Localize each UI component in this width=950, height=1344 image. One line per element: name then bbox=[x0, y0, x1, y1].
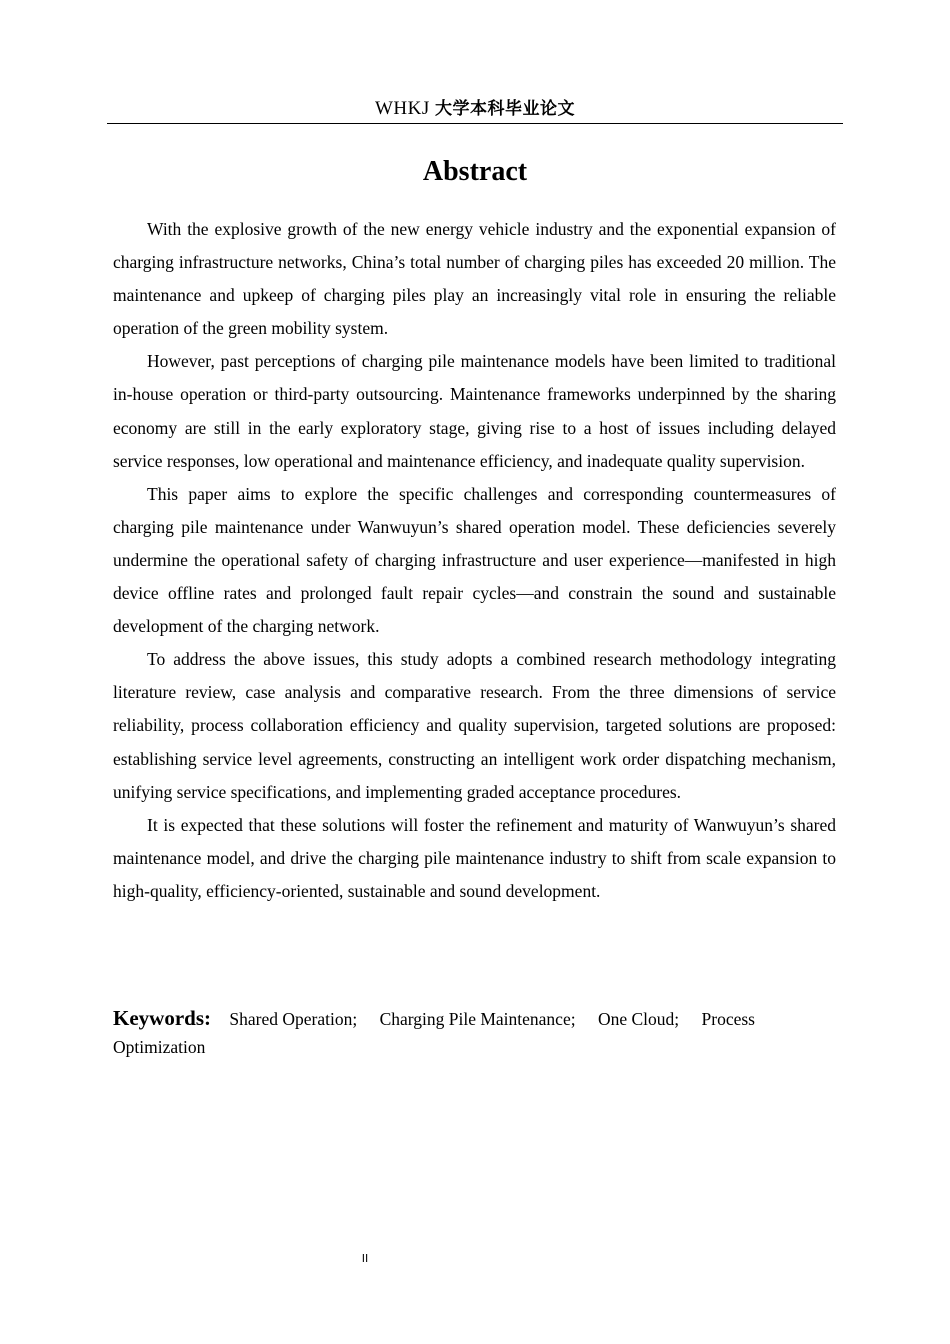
running-header bbox=[107, 96, 843, 124]
keywords-section bbox=[113, 1004, 836, 1061]
keyword-2: Charging Pile Maintenance; bbox=[379, 1009, 576, 1029]
abstract-paragraph-4: To address the above issues, this study adopts a combined research methodology integrating literature review, case analysis and comparative research. From the three dimensions of service reliability, process collaboration efficiency and quality supervision, targeted solutions are proposed: establishing service level agreements, constructing an intelligent work order dispatching mechanism, unifying service specifications, and implementing graded acceptance procedures. bbox=[113, 649, 836, 802]
abstract-paragraph-3: This paper aims to explore the specific challenges and corresponding countermeasures of charging pile maintenance under Wanwuyun’s shared operation model. These deficiencies severely undermine the operational safety of charging infrastructure and user experience—manifested in high device offline rates and prolonged fault repair cycles—and constrain the sound and sustainable development of the charging network. bbox=[113, 483, 836, 637]
abstract-paragraph-2: However, past perceptions of charging pile maintenance models have been limited to traditional in-house operation or third-party outsourcing. Maintenance frameworks underpinned by the sharing economy are still in the early exploratory stage, giving rise to a host of issues including delayed service responses, low operational and maintenance efficiency, and inadequate quality supervision. bbox=[113, 351, 836, 471]
header-chinese: 大学本科毕业论文 bbox=[435, 99, 576, 119]
abstract-title: Abstract bbox=[422, 156, 528, 187]
abstract-paragraph-5: It is expected that these solutions will foster the refinement and maturity of Wanwuyun’s shared maintenance model, and drive the charging pile maintenance industry to shift from scale expansion to high-quality, efficiency-oriented, sustainable and sound development. bbox=[113, 814, 836, 901]
abstract-body bbox=[113, 213, 836, 908]
header-latin: WHKJ bbox=[374, 98, 430, 119]
keyword-1: Shared Operation; bbox=[229, 1009, 358, 1029]
abstract-paragraph-1: With the explosive growth of the new energy vehicle industry and the exponential expansion of charging infrastructure networks, China’s total number of charging piles has exceeded 20 million. The maintenance and upkeep of charging piles play an increasingly vital role in ensuring the reliable operation of the green mobility system. bbox=[113, 219, 836, 339]
keyword-3: One Cloud; bbox=[597, 1009, 680, 1029]
keywords-label: Keywords: bbox=[113, 1006, 211, 1030]
page-number: II bbox=[361, 1252, 369, 1265]
keyword-4: Process Optimization bbox=[113, 1009, 755, 1057]
